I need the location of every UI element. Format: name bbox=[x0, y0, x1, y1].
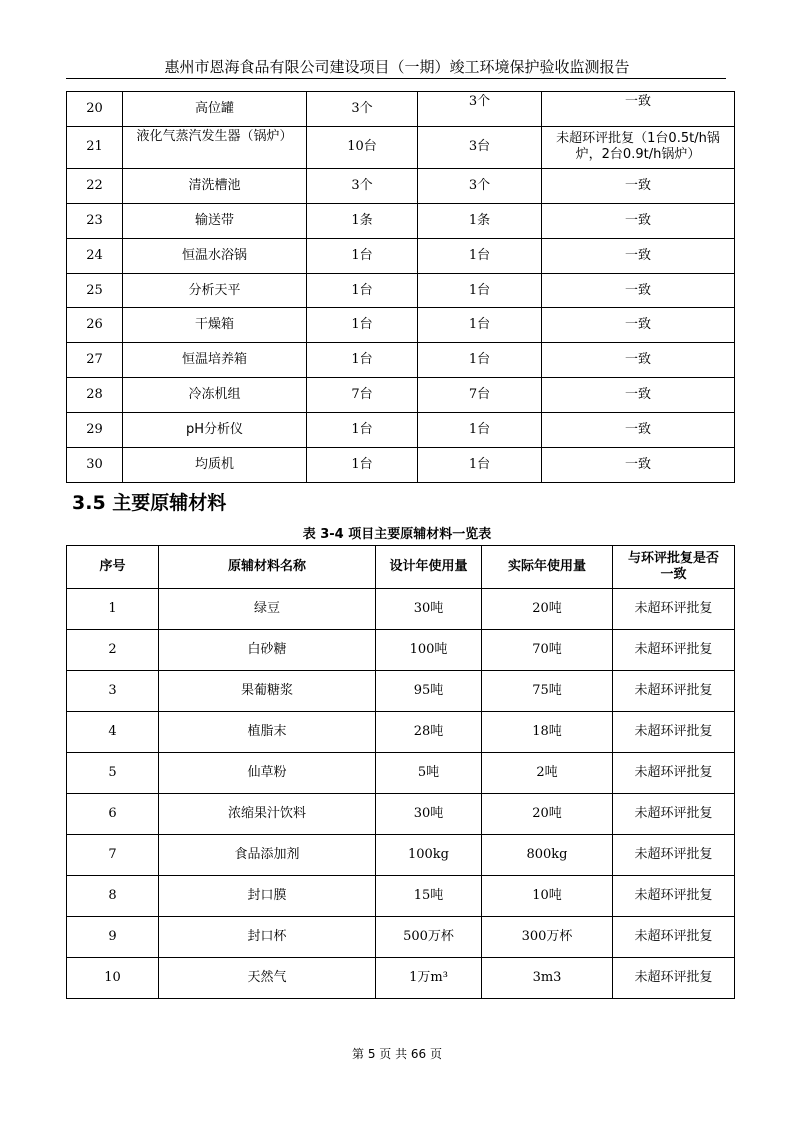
design-usage: 100kg bbox=[376, 835, 482, 876]
actual-quantity: 1台 bbox=[418, 238, 542, 273]
design-usage: 30吨 bbox=[376, 794, 482, 835]
actual-quantity: 3个 bbox=[418, 92, 542, 127]
actual-usage: 3m3 bbox=[482, 958, 613, 999]
table-row bbox=[67, 238, 735, 273]
row-number: 30 bbox=[67, 448, 123, 483]
material-name: 仙草粉 bbox=[159, 753, 376, 794]
material-name: 封口膜 bbox=[159, 876, 376, 917]
row-number: 28 bbox=[67, 378, 123, 413]
actual-usage: 20吨 bbox=[482, 589, 613, 630]
row-number: 8 bbox=[67, 876, 159, 917]
row-number: 6 bbox=[67, 794, 159, 835]
design-quantity: 1台 bbox=[307, 413, 418, 448]
row-number: 25 bbox=[67, 273, 123, 308]
actual-usage: 70吨 bbox=[482, 630, 613, 671]
row-number: 22 bbox=[67, 168, 123, 203]
consistency-status: 未超环评批复 bbox=[613, 753, 735, 794]
design-usage: 5吨 bbox=[376, 753, 482, 794]
consistency-status: 未超环评批复 bbox=[613, 589, 735, 630]
equipment-name: 冷冻机组 bbox=[123, 378, 307, 413]
row-number: 21 bbox=[67, 126, 123, 168]
actual-usage: 2吨 bbox=[482, 753, 613, 794]
row-number: 26 bbox=[67, 308, 123, 343]
table-row bbox=[67, 308, 735, 343]
design-usage: 28吨 bbox=[376, 712, 482, 753]
material-name: 植脂末 bbox=[159, 712, 376, 753]
table-header-row bbox=[67, 546, 735, 589]
page-footer: 第 5 页 共 66 页 bbox=[352, 1047, 442, 1061]
column-header-name: 原辅材料名称 bbox=[159, 546, 376, 589]
equipment-name: 清洗槽池 bbox=[123, 168, 307, 203]
table-row bbox=[67, 168, 735, 203]
equipment-name: 液化气蒸汽发生器（锅炉） bbox=[123, 126, 307, 168]
consistency-status: 一致 bbox=[542, 308, 735, 343]
design-usage: 100吨 bbox=[376, 630, 482, 671]
design-usage: 15吨 bbox=[376, 876, 482, 917]
equipment-name: 分析天平 bbox=[123, 273, 307, 308]
actual-quantity: 3台 bbox=[418, 126, 542, 168]
table-row bbox=[67, 203, 735, 238]
row-number: 7 bbox=[67, 835, 159, 876]
row-number: 24 bbox=[67, 238, 123, 273]
design-quantity: 10台 bbox=[307, 126, 418, 168]
design-quantity: 7台 bbox=[307, 378, 418, 413]
consistency-status: 一致 bbox=[542, 343, 735, 378]
row-number: 29 bbox=[67, 413, 123, 448]
design-quantity: 1条 bbox=[307, 203, 418, 238]
row-number: 20 bbox=[67, 92, 123, 127]
design-quantity: 3个 bbox=[307, 168, 418, 203]
consistency-status: 一致 bbox=[542, 448, 735, 483]
table-row bbox=[67, 835, 735, 876]
table-row bbox=[67, 712, 735, 753]
consistency-status: 未超环评批复 bbox=[613, 671, 735, 712]
section-heading: 3.5 主要原辅材料 bbox=[72, 492, 227, 514]
actual-quantity: 1台 bbox=[418, 273, 542, 308]
consistency-status: 一致 bbox=[542, 273, 735, 308]
material-name: 天然气 bbox=[159, 958, 376, 999]
design-quantity: 1台 bbox=[307, 343, 418, 378]
consistency-status: 未超环评批复 bbox=[613, 958, 735, 999]
material-name: 食品添加剂 bbox=[159, 835, 376, 876]
consistency-status: 一致 bbox=[542, 238, 735, 273]
consistency-status: 一致 bbox=[542, 378, 735, 413]
equipment-name: 恒温培养箱 bbox=[123, 343, 307, 378]
consistency-status: 未超环评批复 bbox=[613, 835, 735, 876]
design-quantity: 1台 bbox=[307, 273, 418, 308]
column-header-status: 与环评批复是否一致 bbox=[613, 546, 735, 589]
row-number: 5 bbox=[67, 753, 159, 794]
equipment-name: pH分析仪 bbox=[123, 413, 307, 448]
table-row bbox=[67, 448, 735, 483]
actual-quantity: 1条 bbox=[418, 203, 542, 238]
consistency-status: 未超环评批复 bbox=[613, 712, 735, 753]
material-name: 白砂糖 bbox=[159, 630, 376, 671]
design-quantity: 1台 bbox=[307, 238, 418, 273]
equipment-name: 均质机 bbox=[123, 448, 307, 483]
material-name: 果葡糖浆 bbox=[159, 671, 376, 712]
materials-table bbox=[66, 545, 735, 999]
design-quantity: 3个 bbox=[307, 92, 418, 127]
actual-usage: 10吨 bbox=[482, 876, 613, 917]
row-number: 10 bbox=[67, 958, 159, 999]
table-row bbox=[67, 958, 735, 999]
column-header-no: 序号 bbox=[67, 546, 159, 589]
design-usage: 95吨 bbox=[376, 671, 482, 712]
design-usage: 500万杯 bbox=[376, 917, 482, 958]
equipment-name: 输送带 bbox=[123, 203, 307, 238]
table-row bbox=[67, 876, 735, 917]
row-number: 27 bbox=[67, 343, 123, 378]
consistency-status: 未超环评批复（1台0.5t/h锅炉，2台0.9t/h锅炉） bbox=[542, 126, 735, 168]
header-divider bbox=[66, 78, 726, 79]
equipment-table bbox=[66, 91, 735, 483]
table-row bbox=[67, 413, 735, 448]
material-name: 浓缩果汁饮料 bbox=[159, 794, 376, 835]
table-row bbox=[67, 794, 735, 835]
table-row bbox=[67, 343, 735, 378]
equipment-name: 恒温水浴锅 bbox=[123, 238, 307, 273]
consistency-status: 一致 bbox=[542, 168, 735, 203]
column-header-actual: 实际年使用量 bbox=[482, 546, 613, 589]
design-usage: 1万m³ bbox=[376, 958, 482, 999]
equipment-name: 干燥箱 bbox=[123, 308, 307, 343]
actual-usage: 20吨 bbox=[482, 794, 613, 835]
actual-quantity: 3个 bbox=[418, 168, 542, 203]
actual-usage: 800kg bbox=[482, 835, 613, 876]
equipment-name: 高位罐 bbox=[123, 92, 307, 127]
table-row bbox=[67, 273, 735, 308]
row-number: 3 bbox=[67, 671, 159, 712]
report-header-title: 惠州市恩海食品有限公司建设项目（一期）竣工环境保护验收监测报告 bbox=[164, 58, 630, 76]
consistency-status: 未超环评批复 bbox=[613, 794, 735, 835]
table-row bbox=[67, 753, 735, 794]
actual-quantity: 1台 bbox=[418, 308, 542, 343]
design-quantity: 1台 bbox=[307, 308, 418, 343]
material-name: 封口杯 bbox=[159, 917, 376, 958]
row-number: 23 bbox=[67, 203, 123, 238]
table-row bbox=[67, 671, 735, 712]
row-number: 1 bbox=[67, 589, 159, 630]
actual-quantity: 1台 bbox=[418, 343, 542, 378]
consistency-status: 一致 bbox=[542, 92, 735, 127]
table-caption: 表 3-4 项目主要原辅材料一览表 bbox=[302, 527, 492, 542]
table-row bbox=[67, 378, 735, 413]
actual-quantity: 1台 bbox=[418, 413, 542, 448]
column-header-design: 设计年使用量 bbox=[376, 546, 482, 589]
consistency-status: 一致 bbox=[542, 203, 735, 238]
consistency-status: 未超环评批复 bbox=[613, 630, 735, 671]
table-row bbox=[67, 126, 735, 168]
consistency-status: 未超环评批复 bbox=[613, 876, 735, 917]
actual-usage: 75吨 bbox=[482, 671, 613, 712]
row-number: 4 bbox=[67, 712, 159, 753]
row-number: 2 bbox=[67, 630, 159, 671]
table-row bbox=[67, 92, 735, 127]
actual-quantity: 7台 bbox=[418, 378, 542, 413]
consistency-status: 一致 bbox=[542, 413, 735, 448]
material-name: 绿豆 bbox=[159, 589, 376, 630]
design-quantity: 1台 bbox=[307, 448, 418, 483]
row-number: 9 bbox=[67, 917, 159, 958]
table-row bbox=[67, 589, 735, 630]
table-row bbox=[67, 917, 735, 958]
actual-usage: 300万杯 bbox=[482, 917, 613, 958]
consistency-status: 未超环评批复 bbox=[613, 917, 735, 958]
actual-quantity: 1台 bbox=[418, 448, 542, 483]
design-usage: 30吨 bbox=[376, 589, 482, 630]
table-row bbox=[67, 630, 735, 671]
actual-usage: 18吨 bbox=[482, 712, 613, 753]
